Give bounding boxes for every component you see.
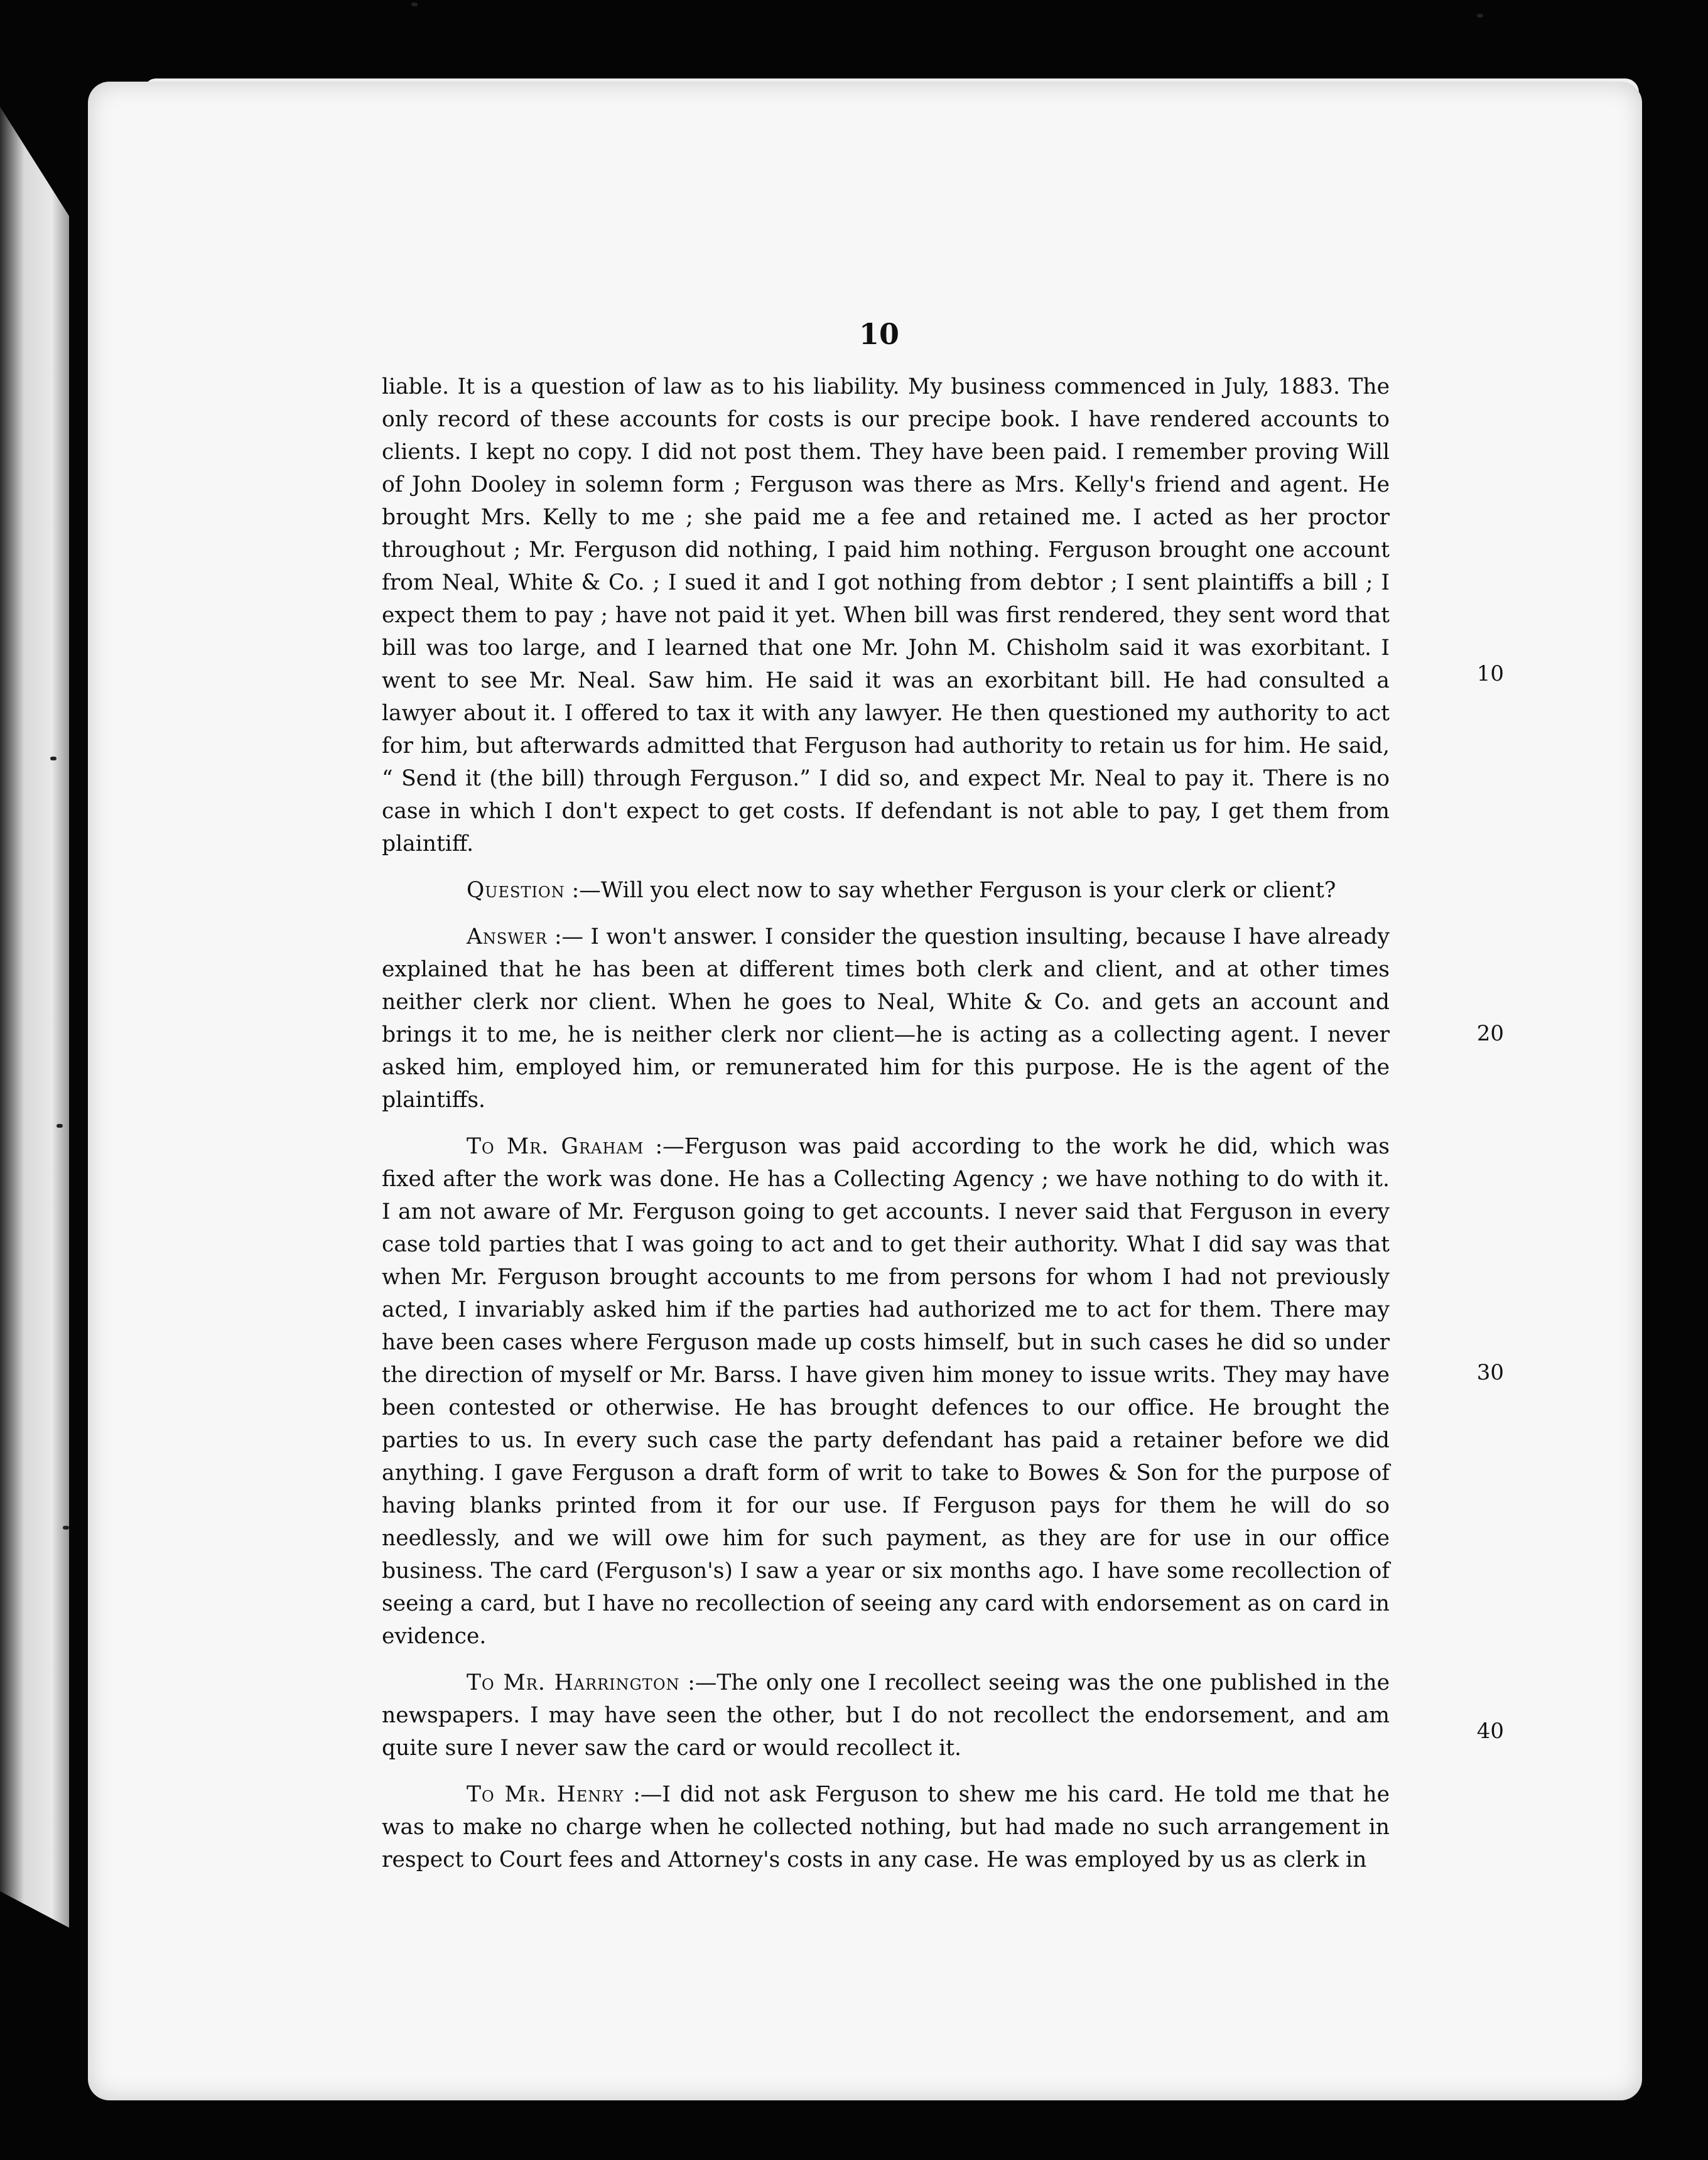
- line-number: 40: [1476, 1719, 1504, 1744]
- paragraph-text: liable. It is a question of law as to his liability. My business commenced in July, 1883. The only record of these accounts for costs is our precipe book. I have rendered accounts to clients. I kept no copy. I did not post them. They have been paid. I remember proving Will of John Dooley in solemn form ; Ferguson was there as Mrs. Kelly's friend and agent. He brought Mrs. Kelly to me ; she paid me a fee and retained me. I acted as her proctor throughout ; Mr. Ferguson did nothing, I paid him nothing. Ferguson brought one account from Neal, White & Co. ; I sued it and I got nothing from debtor ; I sent plaintiffs a bill ; I expect them to pay ; have not paid it yet. When bill was first rendered, they sent word that bill was too large, and I learned that one Mr. John M. Chisholm said it was exorbitant. I went to see Mr. Neal. Saw him. He said it was an exorbitant bill. He had consulted a lawyer about it. I offered to tax it with any lawyer. He then questioned my authority to act for him, but afterwards admitted that Ferguson had authority to retain us for him. He said, “ Send it (the bill) through Ferguson.” I did so, and expect Mr. Neal to pay it. There is no case in which I don't expect to get costs. If defendant is not able to pay, I get them from plaintiff.: [382, 374, 1390, 856]
- paragraph-text: :—Ferguson was paid according to the work he did, which was fixed after the work was done. He has a Collecting Agency ; we have nothing to do with it. I am not aware of Mr. Ferguson going to get accounts. I never said that Ferguson in every case told parties that I was going to act and to get their authority. What I did say was that when Mr. Ferguson brought accounts to me from persons for whom I had not previously acted, I invariably asked him if the parties had authorized me to act for them. There may have been cases where Ferguson made up costs himself, but in such cases he did so under the direction of myself or Mr. Barss. I have given him money to issue writs. They may have been contested or otherwise. He has brought defences to our office. He brought the parties to us. In every such case the party defendant has paid a retainer before we did anything. I gave Ferguson a draft form of writ to take to Bowes & Son for the purpose of having blanks printed from it for our use. If Ferguson pays for them he will do so needlessly, and we will owe him for such payment, as they are for use in our office business. The card (Ferguson's) I saw a year or six months ago. I have some recollection of seeing a card, but I have no recollection of seeing any card with endorsement as on card in evidence.: [382, 1134, 1390, 1649]
- paragraph-text: :—The only one I recollect seeing was the one published in the newspapers. I may have seen the other, but I do not recollect the endorsement, and am quite sure I never saw the card or would recollect it.: [382, 1670, 1390, 1761]
- page-number: 10: [858, 317, 899, 351]
- paragraph-harrington: [382, 1666, 1390, 1764]
- scan-speck: [411, 3, 418, 6]
- testimony-text: [382, 370, 1390, 1890]
- speaker-label: To Mr. Graham: [467, 1134, 644, 1159]
- paragraph-henry: [382, 1778, 1390, 1876]
- paragraph-question: [382, 874, 1390, 907]
- line-number: 10: [1476, 661, 1504, 686]
- speaker-label: To Mr. Henry: [467, 1782, 624, 1807]
- speaker-label: To Mr. Harrington: [467, 1670, 680, 1695]
- scan-speck: [1477, 14, 1483, 18]
- paragraph-text: :—I did not ask Ferguson to shew me his card. He told me that he was to make no charge when he collected nothing, but had made no such arrangement in respect to Court fees and Attorney's costs in any case. He was employed by us as clerk in: [382, 1782, 1390, 1872]
- scan-speck: [63, 1526, 69, 1530]
- paragraph-text: :—Will you elect now to say whether Ferguson is your clerk or client?: [565, 878, 1336, 903]
- adjacent-page-edge: [0, 107, 69, 1928]
- line-number: 20: [1476, 1021, 1504, 1046]
- scan-speck: [57, 1124, 63, 1128]
- scan-speck: [50, 757, 57, 760]
- speaker-label: Question: [467, 878, 565, 903]
- speaker-label: Answer: [467, 924, 548, 949]
- paragraph-answer: [382, 921, 1390, 1116]
- line-number: 30: [1476, 1360, 1504, 1385]
- paragraph-continued: [382, 370, 1390, 860]
- paragraph-graham: [382, 1130, 1390, 1653]
- paragraph-text: :— I won't answer. I consider the question insulting, because I have already explained that he has been at different times both clerk and client, and at other times neither clerk nor client. When he goes to Neal, White & Co. and gets an account and brings it to me, he is neither clerk nor client—he is acting as a collecting agent. I never asked him, employed him, or remunerated him for this purpose. He is the agent of the plaintiffs.: [382, 924, 1390, 1113]
